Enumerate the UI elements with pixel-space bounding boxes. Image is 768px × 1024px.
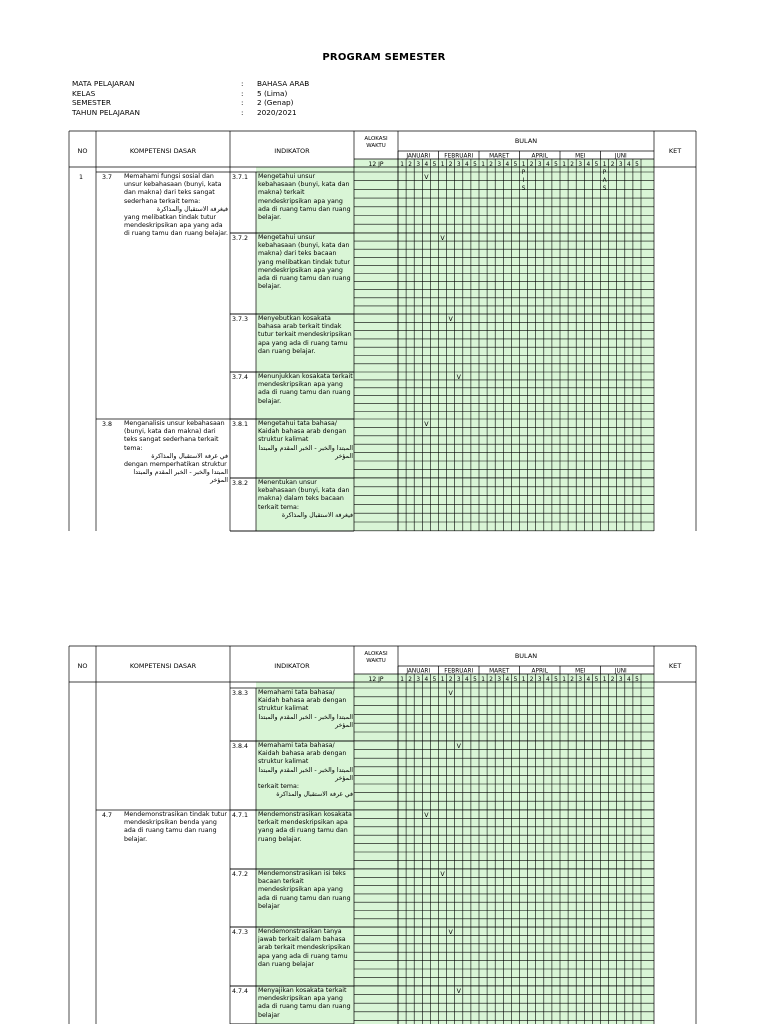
header-waktu: WAKTU [366,143,386,149]
week-number: 1 [521,676,526,683]
kd-text-2: yang melibatkan tindak tutur mendeskripsikan apa yang ada di ruang tamu dan ruang belajar. [124,214,228,238]
week-number: 1 [400,161,404,168]
week-number: 3 [416,161,421,168]
month-label: MEI [575,668,586,675]
schedule-mark: V [424,174,429,181]
week-number: 2 [570,676,575,683]
indicator-arabic: المبتدأ والخبر - الخبر المقدم والمبتدأ المؤخر [258,713,353,729]
indicator-arabic: فيغرفة الاستقبال والمذاكرة [281,511,353,519]
week-number: 4 [505,676,510,683]
schedule-mark: V [448,690,453,697]
week-number: 3 [497,676,502,683]
meta-value: 2 (Genap) [257,98,294,108]
row-number: 1 [79,174,84,181]
week-number: 3 [456,676,461,683]
month-label: JANUARI [406,668,431,675]
week-number: 4 [626,676,631,683]
header-jp: 12 JP [368,676,384,683]
indicator-text: Mendemonstrasikan isi teks bacaan terkait mendeskripsikan apa yang ada di ruang tamu dan ruang belajar [258,870,351,910]
indicator-code: 3.8.4 [232,743,249,750]
indicator-text: Memahami tata bahasa/ Kaidah bahasa arab dengan struktur kalimat المبتدأ والخبر - الخبر المقدم والمبتدأ المؤخر [258,689,353,729]
indicator-text: Menyebutkan kosakata bahasa arab terkait tindak tutur terkait mendeskripsikan apa yang ada di ruang tamu dan ruang belajar. [258,315,352,355]
month-label: JUNI [614,668,627,675]
vertical-note-letter: P [521,170,526,176]
meta-sep: : [241,98,244,108]
header-kompetensi-dasar: KOMPETENSI DASAR [129,147,197,155]
indicator-arabic: المبتدأ والخبر - الخبر المقدم والمبتدأ المؤخر [258,766,353,782]
header-kompetensi-dasar: KOMPETENSI DASAR [129,662,197,670]
week-number: 5 [513,161,518,168]
kd-arabic: فيغرفة الاستقبال والمذاكرة [156,205,228,213]
schedule-mark: V [424,421,429,428]
meta-value: 2020/2021 [257,108,297,118]
schedule-mark: V [456,988,461,995]
month-label: JANUARI [406,153,431,160]
week-number: 1 [440,676,445,683]
month-label: FEBRUARI [444,668,474,675]
meta-sep: : [241,79,244,88]
week-number: 3 [537,161,542,168]
week-number: 1 [521,161,526,168]
week-number: 1 [562,161,566,168]
week-number: 3 [578,676,583,683]
indicator-text: Menunjukkan kosakata terkait mendeskripsikan apa yang ada di ruang tamu dan ruang belajar. [258,373,353,405]
header-no: NO [77,662,88,670]
meta-sep: : [241,88,244,98]
header-indikator: INDIKATOR [274,662,310,670]
week-number: 5 [594,676,599,683]
week-number: 4 [586,676,591,683]
week-number: 4 [464,676,469,683]
indicator-code: 3.8.3 [232,690,249,697]
month-label: APRIL [531,153,548,160]
indicator-text-after: terkait tema: [258,783,300,791]
indicator-code: 3.7.1 [232,174,249,181]
week-number: 1 [602,161,607,168]
week-number: 3 [578,161,583,168]
week-number: 5 [432,161,437,168]
week-number: 2 [408,161,413,168]
month-label: MARET [489,153,510,160]
indicator-code: 3.8.1 [232,421,249,428]
week-number: 5 [473,161,477,168]
week-number: 3 [537,676,542,683]
week-number: 2 [529,161,534,168]
week-number: 4 [424,161,429,168]
week-number: 5 [473,676,477,683]
week-number: 2 [448,676,453,683]
week-number: 4 [505,161,510,168]
week-number: 2 [448,161,453,168]
week-number: 1 [481,161,485,168]
week-number: 5 [635,676,639,683]
schedule-mark: V [456,743,461,750]
indicator-code: 3.7.4 [232,374,249,381]
header-jp: 12 JP [368,161,384,168]
indicator-text: Menentukan unsur kebahasaan (bunyi, kata dan makna) dalam teks bacaan terkait tema: فيغرفة الاستقبال والمذاكرة [258,479,353,519]
meta-key: SEMESTER [72,98,111,108]
indicator-code: 4.7.4 [232,988,249,995]
vertical-note-letter: P [602,170,607,176]
indicator-code: 3.7.2 [232,235,249,242]
month-label: MEI [575,153,586,160]
kd-text-2: dengan memperhatikan struktur [124,461,227,469]
week-number: 3 [497,161,502,168]
header-waktu: WAKTU [366,658,386,664]
header-no: NO [77,147,88,155]
header-indikator: INDIKATOR [274,147,310,155]
indicator-code: 3.7.3 [232,316,249,323]
week-number: 1 [481,676,485,683]
indicator-code: 4.7.2 [232,871,249,878]
month-label: APRIL [531,668,548,675]
indicator-code: 4.7.3 [232,929,249,936]
week-number: 4 [464,161,469,168]
page-title: PROGRAM SEMESTER [322,52,446,63]
indicator-arabic: المبتدأ والخبر - الخبر المقدم والمبتدأ المؤخر [258,444,353,460]
month-label: JUNI [614,153,627,160]
kd-text: Memahami fungsi sosial dan unsur kebahasaan (bunyi, kata dan makna) dari teks sangat sederhana terkait tema: فيغرفة الاستقبال والمذاكرة yang melibatkan tindak tutur mendeskripsikan apa yang ada di ruang tamu dan ruang belajar. [124,173,228,238]
week-number: 2 [570,161,575,168]
kd-code: 3.8 [102,421,113,428]
meta-key: KELAS [72,88,96,98]
header-bulan: BULAN [514,652,538,660]
week-number: 1 [602,676,607,683]
schedule-mark: V [424,812,429,819]
week-number: 5 [513,676,518,683]
meta-value: BAHASA ARAB [257,79,310,88]
week-number: 2 [529,676,534,683]
indicator-text: Mengetahui unsur kebahasaan (bunyi, kata dan makna) terkait mendeskripsikan apa yang ada di ruang tamu dan ruang belajar. [258,173,351,222]
month-label: MARET [489,668,510,675]
indicator-text: Mengetahui unsur kebahasaan (bunyi, kata dan makna) dari teks bacaan yang melibatkan tindak tutur mendeskripsikan apa yang ada di ruang tamu dan ruang belajar. [258,234,351,291]
header-alokasi: ALOKASI [364,136,388,142]
week-number: 1 [562,676,566,683]
week-number: 5 [635,161,639,168]
header-ket: KET [668,147,682,155]
indicator-text: Mendemonstrasikan tanya jawab terkait dalam bahasa arab terkait mendeskripsikan apa yang ada di ruang tamu dan ruang belajar [258,928,351,968]
indicator-text: Mendemonstrasikan kosakata terkait mendeskripsikan apa yang ada di ruang tamu dan ruang belajar. [258,811,352,843]
header-ket: KET [668,662,682,670]
vertical-note-letter: S [521,186,526,192]
vertical-note-letter: A [602,178,607,184]
week-number: 5 [554,676,558,683]
kd-text: Menganalisis unsur kebahasaan (bunyi, kata dan makna) dari teks sangat sederhana terkait tema: في غرفة الاستقبال والمذاكرة dengan memperhatikan struktur المبتدأ والخبر - الخبر المقدم والمبتدأ المؤخر [124,420,228,485]
meta-key: TAHUN PELAJARAN [72,108,140,118]
kd-arabic-2: المبتدأ والخبر - الخبر المقدم والمبتدأ المؤخر [133,469,228,485]
kd-text: Mendemonstrasikan tindak tutur mendeskripsikan benda yang ada di ruang tamu dan ruang belajar. [124,811,227,843]
week-number: 2 [610,676,615,683]
week-number: 5 [554,161,558,168]
week-number: 1 [400,676,404,683]
schedule-mark: V [448,316,453,323]
week-number: 5 [594,161,599,168]
kd-code: 4.7 [102,812,113,819]
week-number: 4 [424,676,429,683]
indicator-code: 4.7.1 [232,812,249,819]
kd-arabic: في غرفة الاستقبال والمذاكرة [151,452,228,460]
schedule-mark: V [456,374,461,381]
week-number: 2 [489,161,494,168]
header-alokasi: ALOKASI [364,651,388,657]
week-number: 3 [618,676,623,683]
week-number: 5 [432,676,437,683]
meta-key: MATA PELAJARAN [72,79,135,88]
week-number: 2 [610,161,615,168]
indicator-code: 3.8.2 [232,480,249,487]
vertical-note-letter: I [522,178,525,184]
week-number: 4 [545,676,550,683]
kd-code: 3.7 [102,174,113,181]
schedule-mark: V [440,235,445,242]
meta-sep: : [241,108,244,118]
month-label: FEBRUARI [444,153,474,160]
indicator-text: Menyajikan kosakata terkait mendeskripsikan apa yang ada di ruang tamu dan ruang belajar [258,987,351,1019]
meta-value: 5 (Lima) [257,88,288,98]
week-number: 3 [618,161,623,168]
week-number: 4 [545,161,550,168]
indicator-text: Mengetahui tata bahasa/ Kaidah bahasa arab dengan struktur kalimat المبتدأ والخبر - الخبر المقدم والمبتدأ المؤخر [258,420,353,460]
week-number: 3 [456,161,461,168]
indicator-arabic-2: في غرفة الاستقبال والمذاكرة [276,791,353,799]
header-bulan: BULAN [514,137,538,145]
week-number: 2 [489,676,494,683]
week-number: 1 [440,161,445,168]
indicator-text: Memahami tata bahasa/ Kaidah bahasa arab dengan struktur kalimat المبتدأ والخبر - الخبر المقدم والمبتدأ المؤخر terkait tema: في غرفة الاستقبال والمذاكرة [258,742,353,799]
schedule-mark: V [440,871,445,878]
vertical-note-letter: S [602,186,607,192]
week-number: 4 [586,161,591,168]
week-number: 4 [626,161,631,168]
schedule-mark: V [448,929,453,936]
week-number: 2 [408,676,413,683]
week-number: 3 [416,676,421,683]
